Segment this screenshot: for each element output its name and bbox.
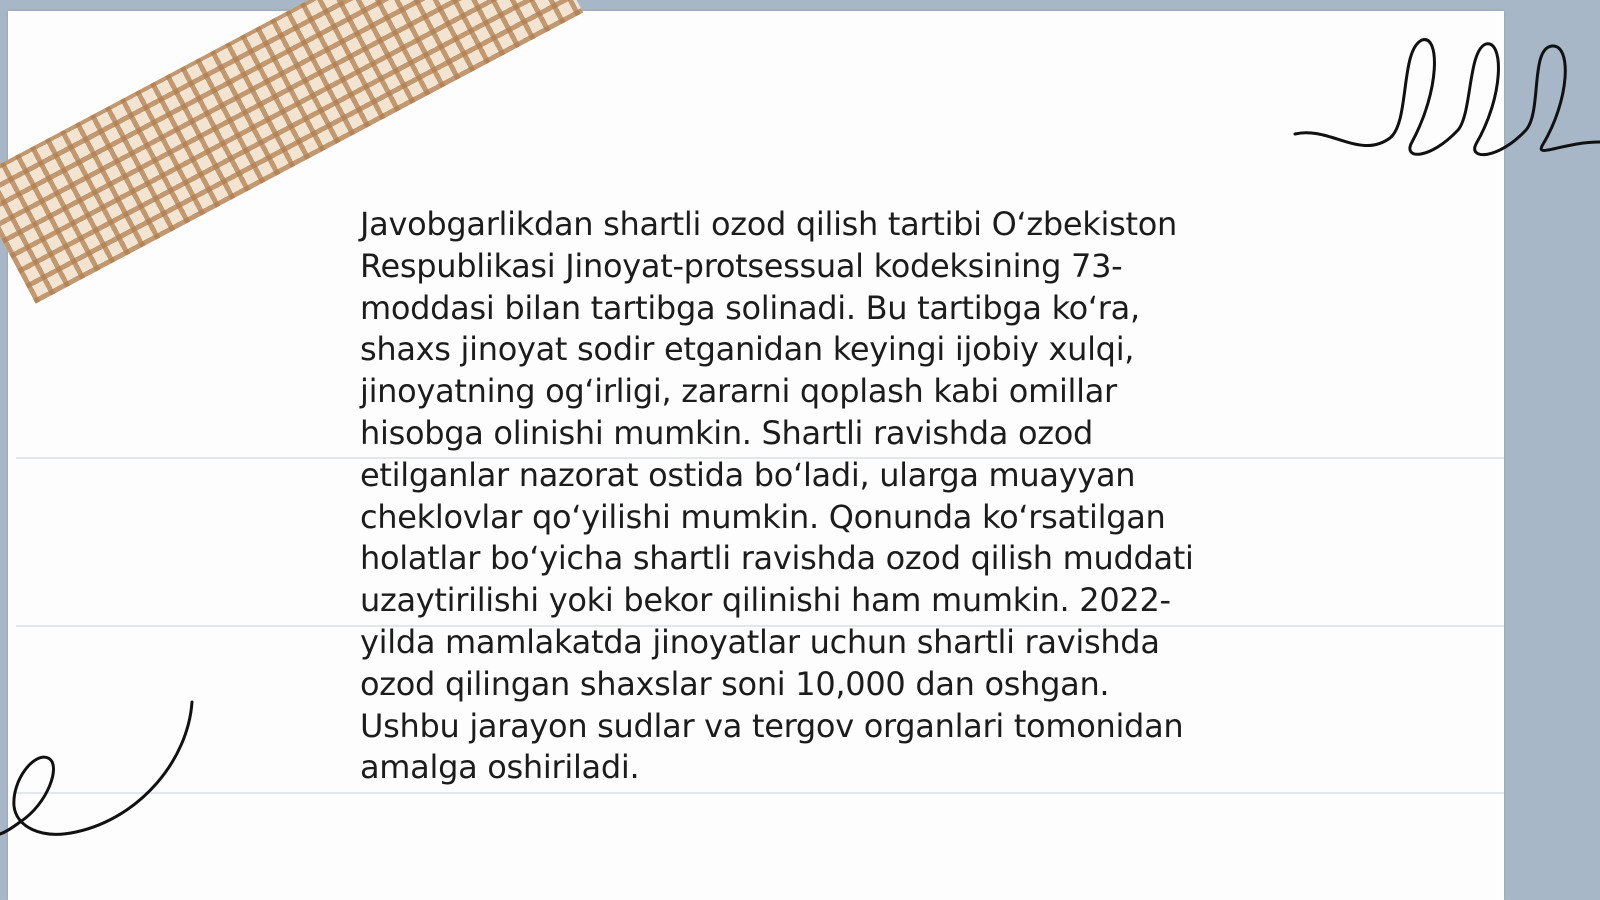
- text-line: ozod qilingan shaxslar soni 10,000 dan oshgan.: [360, 664, 1110, 703]
- text-line: Respublikasi Jinoyat-protsessual kodeksining 73-: [360, 246, 1123, 285]
- text-line: amalga oshiriladi.: [360, 748, 640, 787]
- text-line: holatlar bo‘yicha shartli ravishda ozod qilish muddati: [360, 539, 1194, 578]
- text-line: hisobga olinishi mumkin. Shartli ravishda ozod: [360, 413, 1094, 452]
- text-line: uzaytirilishi yoki bekor qilinishi ham mumkin. 2022-: [360, 581, 1171, 620]
- text-line: jinoyatning og‘irligi, zararni qoplash kabi omillar: [360, 372, 1117, 411]
- loop-scribble-icon: [1290, 30, 1600, 165]
- text-line: shaxs jinoyat sodir etganidan keyingi ijobiy xulqi,: [360, 330, 1135, 369]
- text-line: etilganlar nazorat ostida bo‘ladi, ularga muayyan: [360, 455, 1136, 494]
- text-line: Ushbu jarayon sudlar va tergov organlari tomonidan: [360, 706, 1184, 745]
- rule-line: [16, 792, 1504, 794]
- swirl-scribble-icon: [0, 700, 200, 850]
- text-line: moddasi bilan tartibga solinadi. Bu tartibga ko‘ra,: [360, 288, 1140, 327]
- text-line: cheklovlar qo‘yilishi mumkin. Qonunda ko‘rsatilgan: [360, 497, 1166, 536]
- text-line: yilda mamlakatda jinoyatlar uchun shartli ravishda: [360, 622, 1160, 661]
- body-paragraph: [360, 204, 1240, 789]
- text-line: Javobgarlikdan shartli ozod qilish tartibi O‘zbekiston: [360, 205, 1177, 243]
